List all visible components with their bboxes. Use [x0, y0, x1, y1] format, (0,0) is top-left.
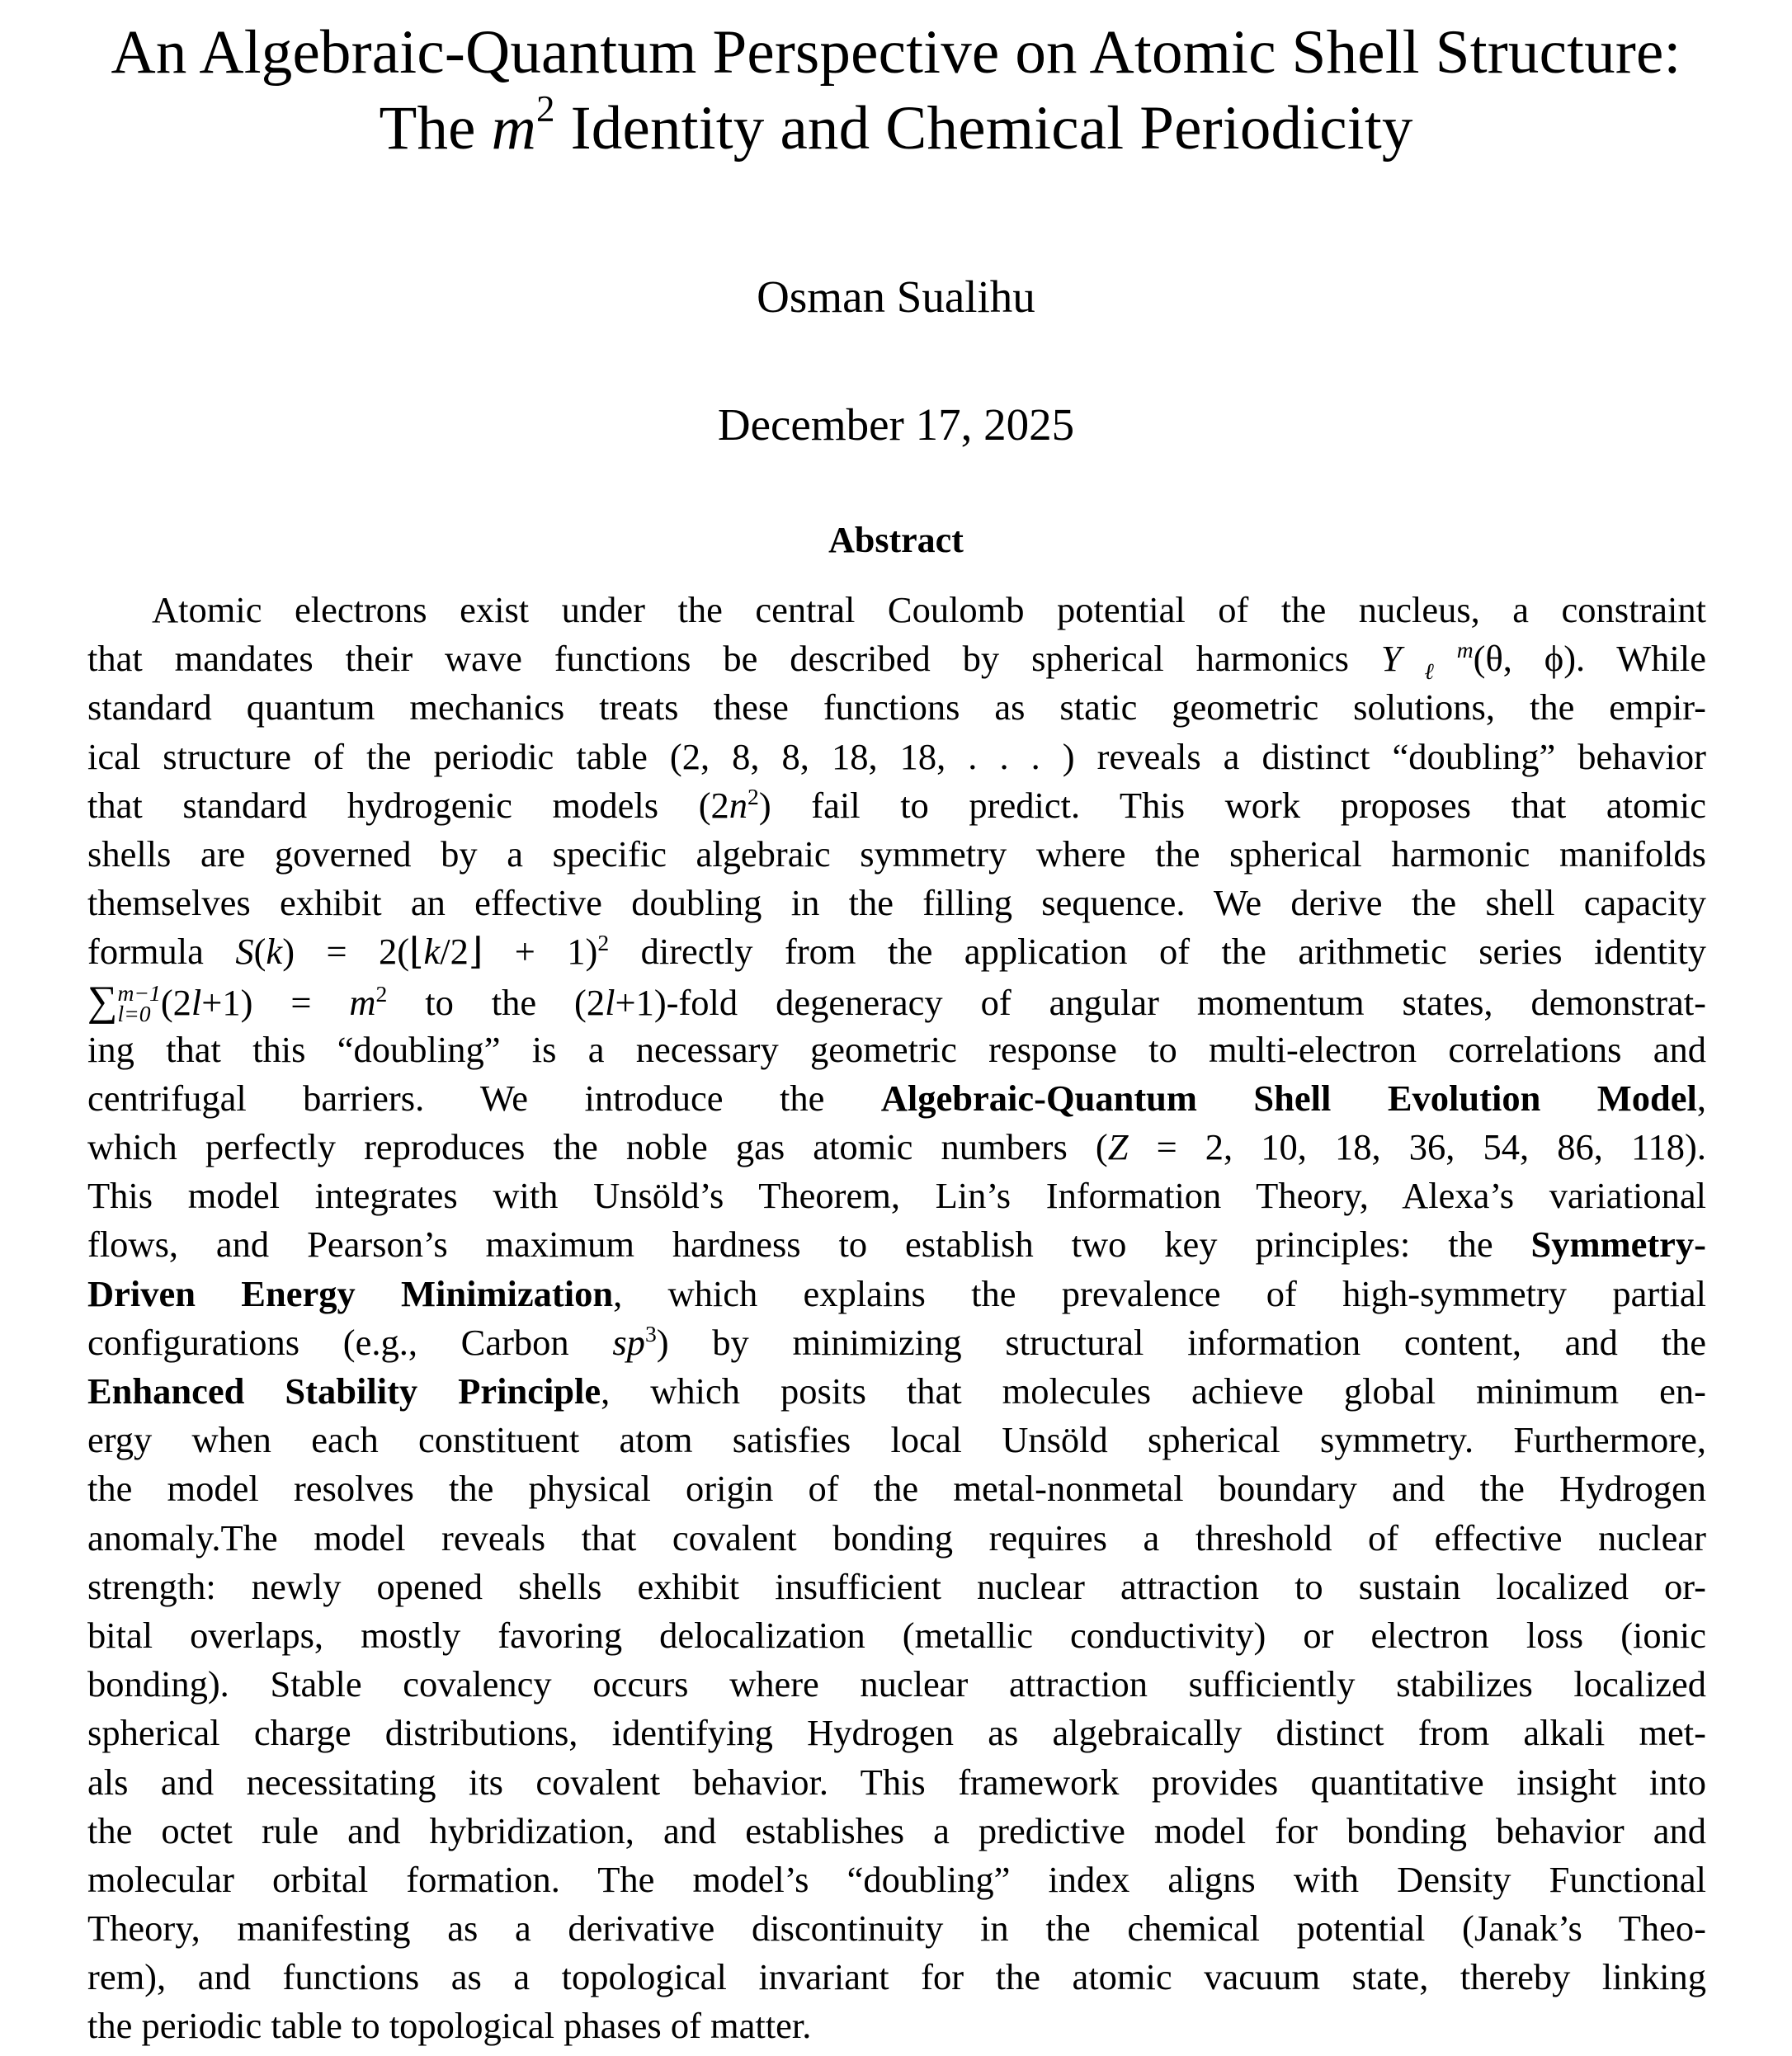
text-run: ) by minimizing structural information content, and the: [656, 1321, 1706, 1363]
text-run: themselves exhibit an effective doubling in the filling sequence. We derive the shell capacity: [87, 882, 1706, 924]
bold-term: Symmetry-: [1530, 1224, 1706, 1266]
text-run: the model resolves the physical origin of the metal-nonmetal boundary and the Hydrogen: [87, 1468, 1706, 1510]
math-subscript: ℓ: [1401, 658, 1457, 685]
text-run: als and necessitating its covalent behavior. This framework provides quantitative insight into: [87, 1761, 1706, 1803]
text-run: molecular orbital formation. The model’s “doubling” index aligns with Density Functional: [87, 1858, 1706, 1900]
text-run: (2: [160, 981, 191, 1023]
title-line-2: [0, 88, 1792, 167]
text-run: ,: [1696, 1077, 1707, 1119]
math-variable: sp: [612, 1321, 645, 1363]
math-superscript: 3: [644, 1320, 657, 1346]
abstract-line: [87, 1367, 1706, 1416]
text-run: ) fail to predict. This work proposes that atomic: [758, 784, 1707, 826]
text-run: standard quantum mechanics treats these functions as static geometric solutions, the empir-: [87, 686, 1706, 729]
title-line-2-prefix: The: [379, 94, 492, 163]
summation-symbol: ∑: [87, 977, 118, 1025]
text-run: ) = 2(⌊: [282, 931, 424, 973]
abstract-line: [87, 634, 1706, 683]
math-superscript: 2: [375, 980, 388, 1007]
abstract-line: [87, 1270, 1706, 1318]
abstract-line: [87, 830, 1706, 879]
text-run: This model integrates with Unsöld’s Theorem, Lin’s Information Theory, Alexa’s variational: [87, 1175, 1706, 1217]
text-run: +1)-fold degeneracy of angular momentum states, demonstrat-: [615, 981, 1706, 1023]
text-run: ing that this “doubling” is a necessary geometric response to multi-electron correlations and: [87, 1028, 1706, 1070]
abstract-heading: Abstract: [828, 520, 964, 560]
paper-title: [0, 15, 1792, 167]
text-run: = 2, 10, 18, 36, 54, 86, 118).: [1128, 1126, 1706, 1168]
abstract-line: [87, 586, 1706, 634]
text-run: spherical charge distributions, identifying Hydrogen as algebraically distinct from alkali met-: [87, 1712, 1706, 1754]
math-variable: Y: [1380, 638, 1402, 680]
text-run: bonding). Stable covalency occurs where nuclear attraction sufficiently stabilizes localized: [87, 1663, 1706, 1705]
text-run: , which explains the prevalence of high-symmetry partial: [613, 1272, 1706, 1314]
math-variable: k: [266, 931, 283, 973]
text-run: /2⌋ + 1): [440, 931, 598, 973]
abstract-line: [87, 1709, 1706, 1757]
text-run: +1) =: [201, 981, 350, 1023]
text-run: centrifugal barriers. We introduce the: [87, 1077, 881, 1119]
abstract-line: [87, 1563, 1706, 1611]
text-run: to the (2: [387, 981, 606, 1023]
abstract-line: [87, 1514, 1706, 1563]
math-variable: l: [191, 981, 202, 1023]
text-run: that mandates their wave functions be described by spherical harmonics: [87, 638, 1381, 680]
publication-date: December 17, 2025: [717, 399, 1075, 450]
abstract-line: [87, 2002, 1706, 2050]
text-run: flows, and Pearson’s maximum hardness to establish two key principles: the: [87, 1224, 1531, 1266]
summation-limits: [117, 979, 161, 1026]
math-superscript: 2: [597, 930, 610, 956]
math-variable: S: [235, 931, 254, 973]
abstract-line: [87, 879, 1706, 927]
text-run: configurations (e.g., Carbon: [87, 1321, 613, 1363]
abstract-line: [87, 927, 1706, 976]
abstract-line: [87, 1074, 1706, 1123]
math-variable: Z: [1107, 1126, 1129, 1168]
text-run: (: [253, 931, 266, 973]
text-run: anomaly.The model reveals that covalent bonding requires a threshold of effective nuclear: [87, 1516, 1706, 1559]
abstract-line: [87, 1026, 1706, 1074]
bold-term: Driven Energy Minimization: [87, 1272, 614, 1314]
text-run: the periodic table to topological phases of matter.: [87, 2005, 812, 2047]
abstract-line: [87, 1123, 1706, 1172]
math-superscript: m: [1456, 637, 1474, 663]
abstract-line: [87, 977, 1706, 1026]
text-run: ergy when each constituent atom satisfies local Unsöld spherical symmetry. Furthermore,: [87, 1419, 1706, 1461]
text-run: which perfectly reproduces the noble gas atomic numbers (: [87, 1126, 1108, 1168]
title-line-2-suffix: Identity and Chemical Periodicity: [554, 94, 1413, 163]
abstract-line: [87, 1172, 1706, 1220]
text-run: the octet rule and hybridization, and establishes a predictive model for bonding behavior and: [87, 1809, 1706, 1851]
text-run: bital overlaps, mostly favoring delocalization (metallic conductivity) or electron loss (ionic: [87, 1614, 1706, 1656]
text-run: ical structure of the periodic table (2, 8, 8, 18, 18, . . . ) reveals a distinct “doubling” behavior: [87, 735, 1706, 777]
abstract-line: [87, 1611, 1706, 1660]
math-variable: k: [423, 931, 441, 973]
abstract-line: [87, 1953, 1706, 2002]
abstract-line: [87, 1464, 1706, 1513]
text-run: Atomic electrons exist under the central Coulomb potential of the nucleus, a constraint: [152, 589, 1706, 630]
abstract-line: [87, 1416, 1706, 1464]
bold-term: Enhanced Stability Principle: [87, 1370, 601, 1412]
math-variable: m: [349, 981, 376, 1023]
math-superscript: 2: [747, 783, 759, 809]
text-run: directly from the application of the arithmetic series identity: [609, 931, 1706, 973]
summation-upper-limit: m−1: [117, 979, 161, 1006]
abstract-line: [87, 1807, 1706, 1856]
abstract-line: [87, 781, 1706, 830]
text-run: shells are governed by a specific algebraic symmetry where the spherical harmonic manifolds: [87, 832, 1706, 875]
text-run: strength: newly opened shells exhibit insufficient nuclear attraction to sustain localized or-: [87, 1565, 1706, 1607]
abstract-line: [87, 733, 1706, 781]
text-run: formula: [87, 931, 236, 973]
text-run: rem), and functions as a topological invariant for the atomic vacuum state, thereby linking: [87, 1956, 1706, 1998]
math-variable: n: [729, 784, 748, 826]
abstract-line: [87, 1220, 1706, 1269]
title-math-exponent: 2: [535, 88, 555, 130]
text-run: (θ, ϕ). While: [1473, 638, 1706, 680]
text-run: , which posits that molecules achieve global minimum en-: [601, 1370, 1706, 1412]
title-line-1: An Algebraic-Quantum Perspective on Atomic Shell Structure:: [111, 18, 1681, 87]
abstract-line: [87, 683, 1706, 732]
summation-lower-limit: l=0: [117, 1000, 151, 1026]
title-math-variable: m: [491, 94, 536, 163]
author-name: Osman Sualihu: [757, 271, 1035, 322]
abstract-line: [87, 1660, 1706, 1709]
abstract-line: [87, 1318, 1706, 1367]
math-variable: l: [605, 981, 615, 1023]
abstract-line: [87, 1904, 1706, 1953]
bold-term: Algebraic-Quantum Shell Evolution Model: [880, 1077, 1697, 1119]
abstract-body: [87, 586, 1706, 2051]
abstract-line: [87, 1758, 1706, 1807]
text-run: Theory, manifesting as a derivative discontinuity in the chemical potential (Janak’s Theo-: [87, 1907, 1706, 1950]
text-run: that standard hydrogenic models (2: [87, 784, 729, 826]
abstract-line: [87, 1856, 1706, 1904]
